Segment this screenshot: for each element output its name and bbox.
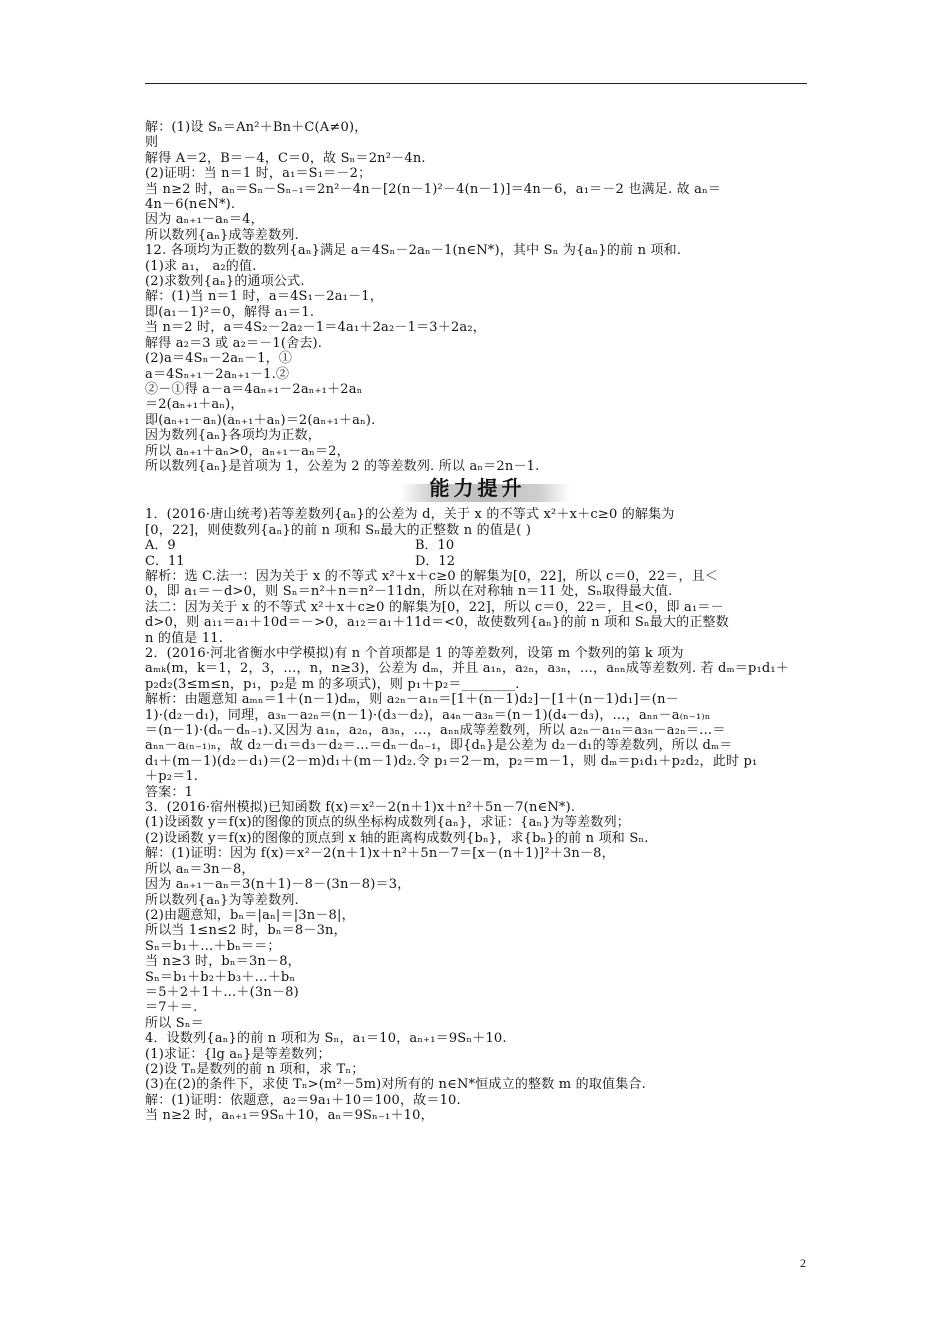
text-line: d₁＋(m－1)(d₂－d₁)＝(2－m)d₁＋(m－1)d₂.令 p₁＝2－m，p₂＝m－1，则 dₘ＝p₁d₁＋p₂d₂，此时 p₁ xyxy=(145,753,758,769)
text-line: n 的值是 11. xyxy=(145,630,224,646)
text-line: (2)由题意知，bₙ＝|aₙ|＝|3n－8|， xyxy=(145,907,355,923)
text-line: 所以数列{aₙ}成等差数列. xyxy=(145,227,299,243)
content-body xyxy=(145,120,810,1124)
text-line: (2)设 Tₙ是数列的前 n 项和，求 Tₙ； xyxy=(145,1061,365,1077)
text-line: 当 n≥2 时，aₙ₊₁＝9Sₙ＋10，aₙ＝9Sₙ₋₁＋10， xyxy=(145,1108,434,1124)
text-line: 0，即 a₁＝－d>0，则 Sₙ＝n²＋n＝n²－11dn，所以在对称轴 n＝11 处，Sₙ取得最大值. xyxy=(145,584,673,600)
text-line: 1)·(d₂－d₁)，同理，a₃ₙ－a₂ₙ＝(n－1)·(d₃－d₂)，a₄ₙ－a₃ₙ＝(n－1)(d₄－d₃)，…，aₙₙ－a₍ₙ₋₁₎ₙ xyxy=(145,707,711,723)
text-line: ＝5＋2＋1＋…＋(3n－8) xyxy=(145,984,299,1000)
answer-line: 答案：1 xyxy=(145,784,194,800)
section-banner xyxy=(145,478,810,506)
text-line: Sₙ＝b₁＋…＋bₙ＝＝； xyxy=(145,938,281,954)
text-line: ②－①得 a－a＝4aₙ₊₁－2aₙ₊₁＋2aₙ xyxy=(145,381,363,397)
text-line: (1)设函数 y＝f(x)的图像的顶点的纵坐标构成数列{aₙ}，求证：{aₙ}为等差数列； xyxy=(145,815,631,831)
text-line: ＝2(aₙ₊₁＋aₙ)， xyxy=(145,397,244,413)
text-line: a＝4Sₙ₊₁－2aₙ₊₁－1.② xyxy=(145,366,290,382)
text-line: 因为数列{aₙ}各项均为正数， xyxy=(145,428,321,444)
section-solutions xyxy=(145,120,810,474)
text-line: 法二：因为关于 x 的不等式 x²＋x＋c≥0 的解集为[0，22]，所以 c＝0，22＝，且<0，即 a₁＝－ xyxy=(145,599,724,615)
text-line: 所以数列{aₙ}为等差数列. xyxy=(145,892,299,908)
text-line: 所以当 1≤n≤2 时，bₙ＝8－3n， xyxy=(145,923,347,939)
text-line: 解得 a₂＝3 或 a₂＝－1(舍去). xyxy=(145,335,323,351)
options-row xyxy=(145,554,810,569)
text-line: (2)证明：当 n＝1 时，a₁＝S₁＝－2； xyxy=(145,166,372,182)
text-line: 即(aₙ₊₁－aₙ)(aₙ₊₁＋aₙ)＝2(aₙ₊₁＋aₙ). xyxy=(145,412,376,428)
text-line: aₙₙ－a₍ₙ₋₁₎ₙ，故 d₂－d₁＝d₃－d₂＝…＝dₙ－dₙ₋₁，即{dₙ}是公差为 d₂－d₁的等差数列，所以 dₘ＝ xyxy=(145,738,733,754)
options-row xyxy=(145,538,810,553)
text-line: 因为 aₙ₊₁－aₙ＝3(n＋1)－8－(3n－8)＝3， xyxy=(145,877,411,893)
text-line: 4n－6(n∈N*). xyxy=(145,197,236,213)
text-line: (1)求 a₁， a₂的值. xyxy=(145,258,257,274)
text-line: (3)在(2)的条件下，求使 Tₙ>(m²－5m)对所有的 n∈N*恒成立的整数 m 的取值集合. xyxy=(145,1077,646,1093)
text-line: 解：(1)设 Sₙ＝An²＋Bn＋C(A≠0)， xyxy=(145,120,368,135)
text-line: ＝7＋＝. xyxy=(145,1000,198,1016)
text-line: (2)a＝4Sₙ－2aₙ－1，① xyxy=(145,351,293,367)
text-line: (2)设函数 y＝f(x)的图像的顶点到 x 轴的距离构成数列{bₙ}，求{bₙ}的前 n 项和 Sₙ. xyxy=(145,830,649,846)
text-line: 即(a₁－1)²＝0，解得 a₁＝1. xyxy=(145,304,315,320)
text-line: 当 n≥2 时，aₙ＝Sₙ－Sₙ₋₁＝2n²－4n－[2(n－1)²－4(n－1)]＝4n－6，a₁＝－2 也满足. 故 aₙ＝ xyxy=(145,181,722,197)
text-line: aₘₖ(m，k＝1，2，3，…，n，n≥3)，公差为 dₘ，并且 a₁ₙ，a₂ₙ，a₃ₙ，…，aₙₙ成等差数列. 若 dₘ＝p₁d₁＋ xyxy=(145,661,790,677)
text-line: 解析：选 C.法一：因为关于 x 的不等式 x²＋x＋c≥0 的解集为[0，22]，所以 c＝0，22＝，且＜ xyxy=(145,568,719,584)
page-number: 2 xyxy=(800,1256,806,1270)
text-line: (1)求证：{lg aₙ}是等差数列； xyxy=(145,1046,331,1062)
problem-2-statement: 2．(2016·河北省衡水中学模拟)有 n 个首项都是 1 的等差数列，设第 m 个数列的第 k 项为 xyxy=(145,646,684,661)
text-line: p₂d₂(3≤m≤n，p₁，p₂是 m 的多项式)，则 p₁＋p₂＝________. xyxy=(145,676,520,692)
problem-4-statement: 4．设数列{aₙ}的前 n 项和为 Sₙ，a₁＝10，aₙ₊₁＝9Sₙ＋10. xyxy=(145,1031,507,1047)
text-line: 解：(1)当 n＝1 时，a＝4S₁－2a₁－1， xyxy=(145,289,383,305)
text-line: 当 n＝2 时，a＝4S₂－2a₂－1＝4a₁＋2a₂－1＝3＋2a₂， xyxy=(145,320,486,336)
text-line: 因为 aₙ₊₁－aₙ＝4， xyxy=(145,212,264,228)
text-line: ＝(n－1)·(dₙ－dₙ₋₁).又因为 a₁ₙ，a₂ₙ，a₃ₙ，…，aₙₙ成等差数列，所以 a₂ₙ－a₁ₙ＝a₃ₙ－a₂ₙ＝…＝ xyxy=(145,723,726,739)
option-b: B．10 xyxy=(415,538,455,554)
problem-3-statement: 3．(2016·宿州模拟)已知函数 f(x)＝x²－2(n＋1)x＋n²＋5n－7(n∈N*). xyxy=(145,800,576,816)
text-line: 则 xyxy=(145,135,159,151)
text-line: (2)求数列{aₙ}的通项公式. xyxy=(145,274,305,290)
option-d: D．12 xyxy=(415,553,455,569)
text-line: d>0，则 a₁₁＝a₁＋10d＝－>0，a₁₂＝a₁＋11d＝<0，故使数列{aₙ}的前 n 项和 Sₙ最大的正整数 xyxy=(145,615,729,631)
problem-1-statement: 1．(2016·唐山统考)若等差数列{aₙ}的公差为 d，关于 x 的不等式 x²＋x＋c≥0 的解集为 xyxy=(145,507,675,523)
problem-12-statement: 12. 各项均为正数的数列{aₙ}满足 a＝4Sₙ－2aₙ－1(n∈N*)，其中 Sₙ 为{aₙ}的前 n 项和. xyxy=(145,243,682,259)
text-line: ＋p₂＝1. xyxy=(145,769,199,785)
text-line: 所以数列{aₙ}是首项为 1，公差为 2 的等差数列. 所以 aₙ＝2n－1. xyxy=(145,458,540,474)
text-line: 所以 Sₙ＝ xyxy=(145,1015,204,1031)
text-line: [0，22]，则使数列{aₙ}的前 n 项和 Sₙ最大的正整数 n 的值是( ) xyxy=(145,522,532,538)
text-line: 所以 aₙ＝3n－8， xyxy=(145,861,255,877)
option-c: C．11 xyxy=(145,553,185,569)
header-rule xyxy=(145,83,807,84)
section-title: 能力提升 xyxy=(429,476,526,501)
text-line: 当 n≥3 时，bₙ＝3n－8， xyxy=(145,954,301,970)
text-line: 解：(1)证明：依题意，a₂＝9a₁＋10＝100，故＝10. xyxy=(145,1092,461,1108)
text-line: 所以 aₙ₊₁＋aₙ>0，aₙ₊₁－aₙ＝2， xyxy=(145,443,350,459)
text-line: 解得 A＝2，B＝－4，C＝0，故 Sₙ＝2n²－4n. xyxy=(145,150,426,166)
text-line: 解析：由题意知 aₘₙ＝1＋(n－1)dₘ，则 a₂ₙ－a₁ₙ＝[1＋(n－1)d₂]－[1＋(n－1)d₁]＝(n－ xyxy=(145,692,679,708)
option-a: A．9 xyxy=(145,538,176,554)
text-line: Sₙ＝b₁＋b₂＋b₃＋…＋bₙ xyxy=(145,969,296,985)
text-line: 解：(1)证明：因为 f(x)＝x²－2(n＋1)x＋n²＋5n－7＝[x－(n＋1)]²＋3n－8， xyxy=(145,846,615,862)
section-advanced xyxy=(145,507,810,1123)
